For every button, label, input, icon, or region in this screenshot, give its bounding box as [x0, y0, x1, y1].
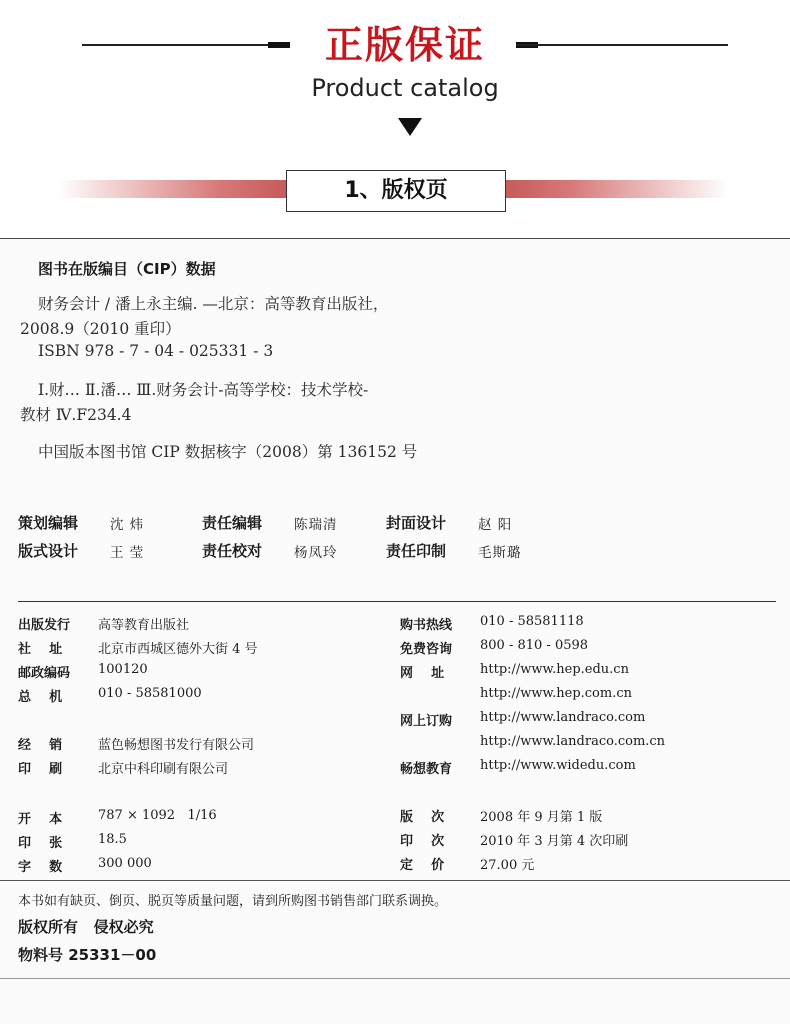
- spec-label: 定 价: [400, 858, 445, 873]
- info-label: 网 址: [400, 666, 445, 681]
- info-label: 印 刷: [18, 762, 63, 777]
- info-value: 800 - 810 - 0598: [480, 638, 589, 653]
- page-bottom-edge: [0, 978, 790, 979]
- cip-line: 教材 Ⅳ.F234.4: [20, 406, 132, 424]
- section-ribbon-right: [506, 180, 728, 198]
- info-value: 010 - 58581118: [480, 614, 584, 629]
- header-title: 正版保证: [324, 23, 485, 67]
- info-label: 出版发行: [18, 618, 71, 633]
- footer-divider: [0, 880, 790, 881]
- material-number: 物料号 25331－00: [18, 946, 157, 964]
- info-value: 010 - 58581000: [98, 686, 202, 701]
- header-divider-right: [516, 44, 728, 46]
- section-ribbon-left: [58, 180, 286, 198]
- info-label: 网上订购: [400, 714, 453, 729]
- info-value: 蓝色畅想图书发行有限公司: [98, 738, 255, 753]
- info-value: 北京市西城区德外大街 4 号: [98, 642, 258, 657]
- spec-label: 版 次: [400, 810, 445, 825]
- website-link: http://www.hep.com.cn: [480, 686, 632, 701]
- cip-line: 2008.9（2010 重印）: [20, 320, 181, 338]
- info-label: 社 址: [18, 642, 63, 657]
- header-subtitle: Product catalog: [311, 74, 499, 102]
- spec-value: 300 000: [98, 856, 152, 871]
- staff-name: 杨凤玲: [294, 545, 338, 561]
- header-divider-left-cap: [268, 42, 290, 48]
- cip-line: 中国版本图书馆 CIP 数据核字（2008）第 136152 号: [38, 443, 418, 461]
- cip-line: Ⅰ.财… Ⅱ.潘… Ⅲ.财务会计-高等学校：技术学校-: [38, 381, 369, 399]
- staff-name: 王 莹: [110, 545, 145, 561]
- website-link: http://www.widedu.com: [480, 758, 636, 773]
- staff-name: 沈 炜: [110, 517, 145, 533]
- spec-value: 2010 年 3 月第 4 次印刷: [480, 834, 629, 849]
- header-divider-left: [82, 44, 288, 46]
- staff-label: 封面设计: [386, 514, 447, 532]
- spec-value: 18.5: [98, 832, 127, 847]
- info-value: 高等教育出版社: [98, 618, 190, 633]
- staff-name: 陈瑞清: [294, 517, 338, 533]
- info-label: 经 销: [18, 738, 63, 753]
- quality-notice: 本书如有缺页、倒页、脱页等质量问题，请到所购图书销售部门联系调换。: [18, 894, 448, 909]
- website-link: http://www.landraco.com: [480, 710, 646, 725]
- section-label: 1、版权页: [286, 170, 506, 212]
- spec-label: 开 本: [18, 812, 63, 827]
- copyright-page: [0, 238, 790, 1024]
- staff-label: 责任校对: [202, 542, 263, 560]
- cip-line: 财务会计 / 潘上永主编. —北京：高等教育出版社，: [38, 295, 389, 313]
- info-value: 北京中科印刷有限公司: [98, 762, 229, 777]
- rights-statement: 版权所有 侵权必究: [18, 918, 154, 936]
- spec-label: 印 张: [18, 836, 63, 851]
- cip-line: ISBN 978 - 7 - 04 - 025331 - 3: [38, 342, 274, 360]
- website-link: http://www.hep.edu.cn: [480, 662, 629, 677]
- spec-label: 印 次: [400, 834, 445, 849]
- staff-label: 版式设计: [18, 542, 79, 560]
- down-arrow-icon: [398, 118, 422, 136]
- website-link: http://www.landraco.com.cn: [480, 734, 666, 749]
- info-label: 免费咨询: [400, 642, 453, 657]
- info-label: 畅想教育: [400, 762, 453, 777]
- spec-value: 27.00 元: [480, 858, 535, 873]
- page-top-edge: [0, 238, 790, 239]
- info-value: 100120: [98, 662, 148, 677]
- info-label: 购书热线: [400, 618, 453, 633]
- staff-label: 责任印制: [386, 542, 447, 560]
- info-divider: [18, 601, 776, 602]
- staff-label: 责任编辑: [202, 514, 263, 532]
- staff-label: 策划编辑: [18, 514, 79, 532]
- cip-heading: 图书在版编目（CIP）数据: [38, 260, 216, 278]
- info-label: 邮政编码: [18, 666, 71, 681]
- spec-value: 787 × 1092 1/16: [98, 808, 217, 823]
- staff-name: 赵 阳: [478, 517, 513, 533]
- promo-header: [0, 0, 790, 238]
- staff-name: 毛斯璐: [478, 545, 522, 561]
- spec-label: 字 数: [18, 860, 63, 875]
- info-label: 总 机: [18, 690, 63, 705]
- spec-value: 2008 年 9 月第 1 版: [480, 810, 603, 825]
